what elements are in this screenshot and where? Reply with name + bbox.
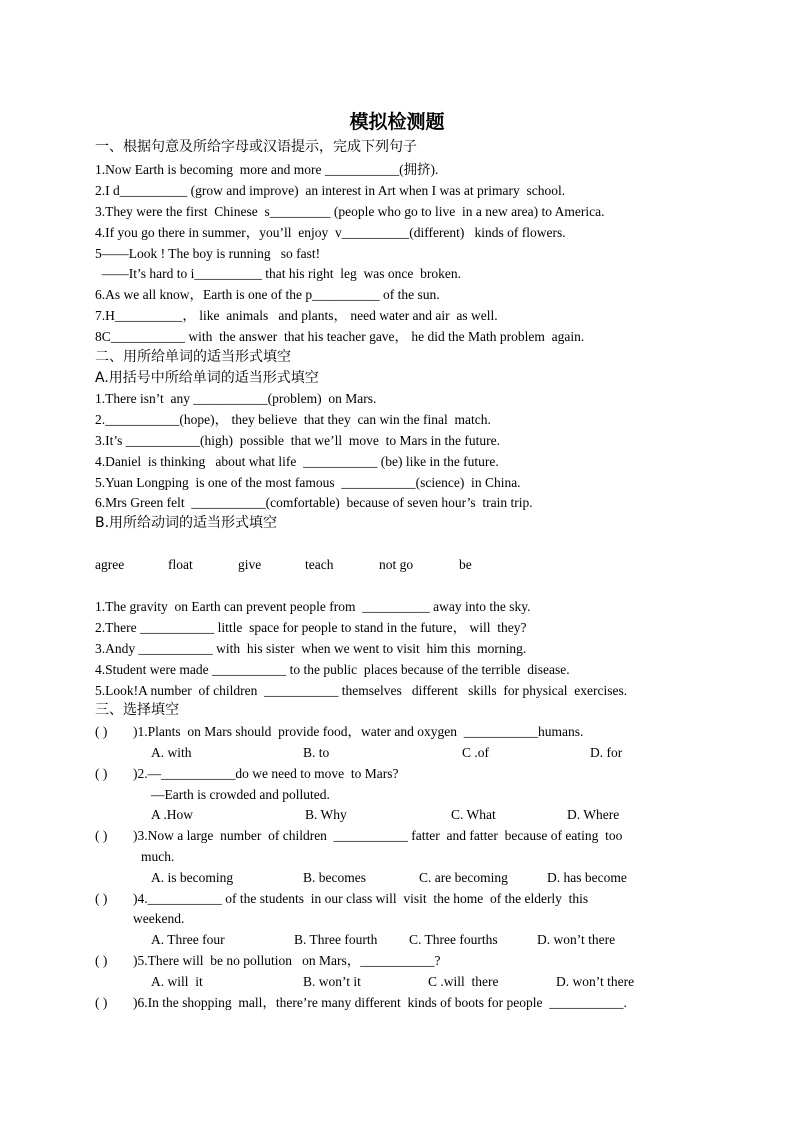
q5-stem: )5.There will be no pollution on Mars，___________?	[133, 953, 441, 968]
q1-option-d: D. for	[590, 745, 623, 760]
word-bank-item: float	[168, 557, 193, 572]
section2-partA-heading: A.用括号中所给单词的适当形式填空	[95, 370, 319, 386]
s1-line-5b: ——It’s hard to i__________ that his right leg was once broken.	[95, 266, 461, 281]
s2a-line-2: 2.___________(hope)， they believe that they can win the final match.	[95, 412, 491, 427]
section2-heading: 二、用所给单词的适当形式填空	[95, 349, 291, 365]
q3-stem: )3.Now a large number of children ___________ fatter and fatter because of eating too	[133, 828, 623, 843]
q4-option-b: B. Three fourth	[294, 932, 378, 947]
word-bank-item: agree	[95, 557, 125, 572]
q4-option-c: C. Three fourths	[409, 932, 498, 947]
q3-option-c: C. are becoming	[419, 870, 508, 885]
q2-stem: )2.—___________do we need to move to Mars?	[133, 766, 399, 781]
s1-line-7: 7.H__________， like animals and plants， need water and air as well.	[95, 308, 498, 323]
s2b-line-4: 4.Student were made ___________ to the public places because of the terrible disease.	[95, 662, 570, 677]
s1-line-4: 4.If you go there in summer，you’ll enjoy v__________(different) kinds of flowers.	[95, 225, 566, 240]
answer-paren: ( )	[95, 891, 108, 906]
q3-stem-cont: much.	[141, 849, 175, 864]
q2-option-b: B. Why	[305, 807, 347, 822]
s1-line-3: 3.They were the first Chinese s_________ (people who go to live in a new area) to America.	[95, 204, 605, 219]
q5-option-d: D. won’t there	[556, 974, 635, 989]
s2a-line-1: 1.There isn’t any ___________(problem) on Mars.	[95, 391, 377, 406]
q1-stem: )1.Plants on Mars should provide food，water and oxygen ___________humans.	[133, 724, 584, 739]
answer-paren: ( )	[95, 724, 108, 739]
answer-paren: ( )	[95, 828, 108, 843]
answer-paren: ( )	[95, 766, 108, 781]
q6-stem: )6.In the shopping mall，there’re many different kinds of boots for people ___________.	[133, 995, 627, 1010]
q2-stem-cont: —Earth is crowded and polluted.	[151, 787, 330, 802]
word-bank-item: not go	[379, 557, 414, 572]
s1-line-6: 6.As we all know，Earth is one of the p__________ of the sun.	[95, 287, 440, 302]
s2b-line-5: 5.Look!A number of children ___________ themselves different skills for physical exercises.	[95, 683, 628, 698]
word-bank-item: teach	[305, 557, 334, 572]
answer-paren: ( )	[95, 995, 108, 1010]
s2a-line-4: 4.Daniel is thinking about what life ___________ (be) like in the future.	[95, 454, 499, 469]
s2b-line-3: 3.Andy ___________ with his sister when we went to visit him this morning.	[95, 641, 527, 656]
q4-option-d: D. won’t there	[537, 932, 616, 947]
q1-option-b: B. to	[303, 745, 330, 760]
q3-option-a: A. is becoming	[151, 870, 234, 885]
s2b-line-2: 2.There ___________ little space for people to stand in the future， will they?	[95, 620, 527, 635]
q1-option-a: A. with	[151, 745, 192, 760]
s1-line-2: 2.I d__________ (grow and improve) an interest in Art when I was at primary school.	[95, 183, 566, 198]
s1-line-1: 1.Now Earth is becoming more and more ___________(拥挤).	[95, 162, 439, 177]
s2b-line-1: 1.The gravity on Earth can prevent people from __________ away into the sky.	[95, 599, 531, 614]
q2-option-a: A .How	[151, 807, 194, 822]
s2a-line-3: 3.It’s ___________(high) possible that we’ll move to Mars in the future.	[95, 433, 500, 448]
section1-heading: 一、根据句意及所给字母或汉语提示，完成下列句子	[95, 139, 417, 155]
q1-option-c: C .of	[462, 745, 489, 760]
q3-option-d: D. has become	[547, 870, 627, 885]
section3-heading: 三、选择填空	[95, 702, 179, 718]
s2a-line-6: 6.Mrs Green felt ___________(comfortable) because of seven hour’s train trip.	[95, 495, 533, 510]
q4-option-a: A. Three four	[151, 932, 225, 947]
q4-stem-cont: weekend.	[133, 911, 185, 926]
s2a-line-5: 5.Yuan Longping is one of the most famous ___________(science) in China.	[95, 475, 521, 490]
word-bank-item: be	[459, 557, 472, 572]
s1-line-8: 8C___________ with the answer that his teacher gave， he did the Math problem again.	[95, 329, 585, 344]
q2-option-d: D. Where	[567, 807, 620, 822]
answer-paren: ( )	[95, 953, 108, 968]
q4-stem: )4.___________ of the students in our class will visit the home of the elderly this	[133, 891, 589, 906]
section2-partB-heading: B.用所给动词的适当形式填空	[95, 515, 278, 531]
q5-option-a: A. will it	[151, 974, 203, 989]
q3-option-b: B. becomes	[303, 870, 366, 885]
q5-option-c: C .will there	[428, 974, 499, 989]
page-title: 模拟检测题	[349, 111, 445, 133]
q5-option-b: B. won’t it	[303, 974, 361, 989]
q2-option-c: C. What	[451, 807, 496, 822]
s1-line-5: 5——Look ! The boy is running so fast!	[95, 246, 321, 261]
word-bank-item: give	[238, 557, 262, 572]
